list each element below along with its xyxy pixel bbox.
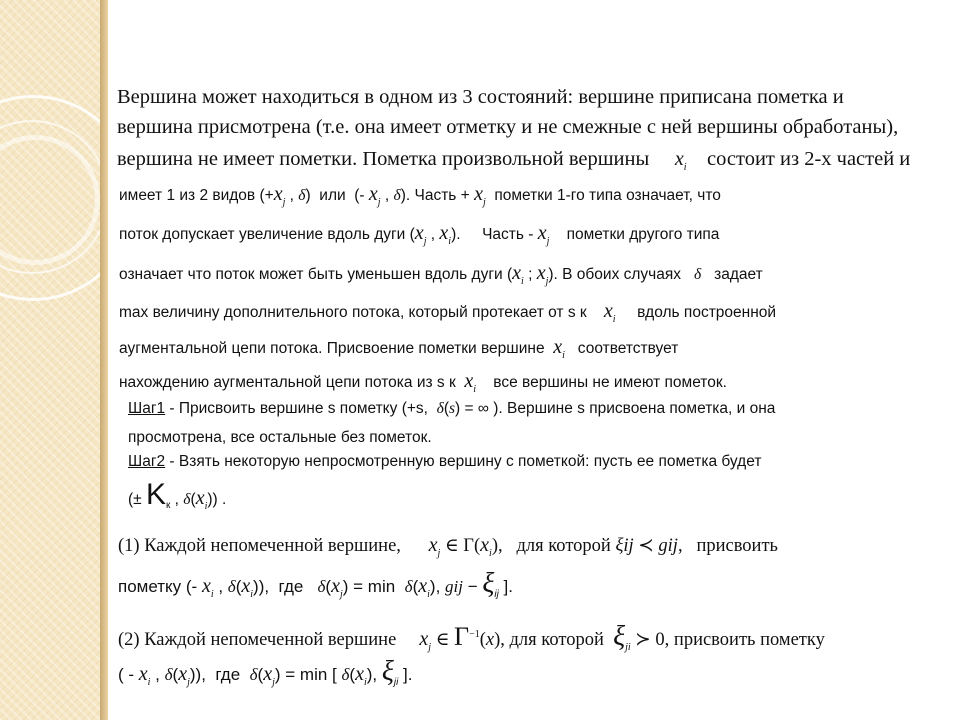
- step1-title: Шаг1: [128, 400, 166, 417]
- rule1-label-line: пометку (- $x_i$ , $\delta(x_i)$), где $\delta(x_j) = \min \delta(x_i)$, gij − $\xi_{ij}$ ].: [118, 568, 513, 600]
- sidebar-edge: [100, 0, 108, 720]
- step2-line: Шаг2 - Взять некоторую непросмотренную вершину с пометкой: пусть ее пометка будет: [128, 453, 762, 470]
- rule2-line: (2) Каждой непомеченной вершине $x_j$ ∈ $\Gamma^{-1}(x)$, для которой $\xi_{ji}$ ≻ 0, присвоить пометку: [118, 621, 825, 653]
- paragraph-line-1: Вершина может находиться в одном из 3 состояний: вершине приписана пометка и: [117, 86, 844, 108]
- paragraph-line-9: нахождению аугментальной цепи потока из s к $x_i$ все вершины не имеют пометок.: [119, 370, 727, 395]
- paragraph-line-3: вершина не имеет пометки. Пометка произвольной вершины $x_i$ состоит из 2-х частей и: [117, 148, 911, 173]
- step2-label-formula: (± $K_к$ , $\delta(x_i)$) .: [128, 478, 227, 512]
- paragraph-line-6: означает что поток может быть уменьшен вдоль дуги ($x_i$ ; $x_j$). В обоих случаях δ задает: [119, 262, 763, 287]
- decorative-sidebar: [0, 0, 100, 720]
- rule1-line: (1) Каждой непомеченной вершине, $x_j$ ∈ $\Gamma(x_i)$, для которой ξij ≺ gij, присвоить: [118, 534, 778, 559]
- step1-line: Шаг1 - Присвоить вершине s пометку (+s, δ(s) = ∞ ). Вершине s присвоена пометка, и она: [128, 400, 776, 417]
- rule2-label-line: ( - $x_i$ , $\delta(x_j)$), где $\delta(x_j) = \min$ [ $\delta(x_i)$, $\xi_{ji}$ ].: [118, 656, 413, 688]
- paragraph-line-2: вершина присмотрена (т.е. она имеет отметку и не смежные с ней вершины обработаны),: [117, 116, 899, 138]
- step1-continuation: просмотрена, все остальные без пометок.: [128, 429, 432, 446]
- step2-title: Шаг2: [128, 453, 166, 470]
- paragraph-line-8: аугментальной цепи потока. Присвоение пометки вершине $x_i$ соответствует: [119, 336, 679, 361]
- paragraph-line-4: имеет 1 из 2 видов ($+x_j$ , δ) или (- $x_j$ , δ). Часть + $x_j$ пометки 1-го типа означает, что: [119, 183, 721, 208]
- paragraph-line-5: поток допускает увеличение вдоль дуги ($x_j$ , $x_i$). Часть - $x_j$ пометки другого типа: [119, 222, 720, 247]
- paragraph-line-7: max величину дополнительного потока, который протекает от s к $x_i$ вдоль построенной: [119, 300, 777, 325]
